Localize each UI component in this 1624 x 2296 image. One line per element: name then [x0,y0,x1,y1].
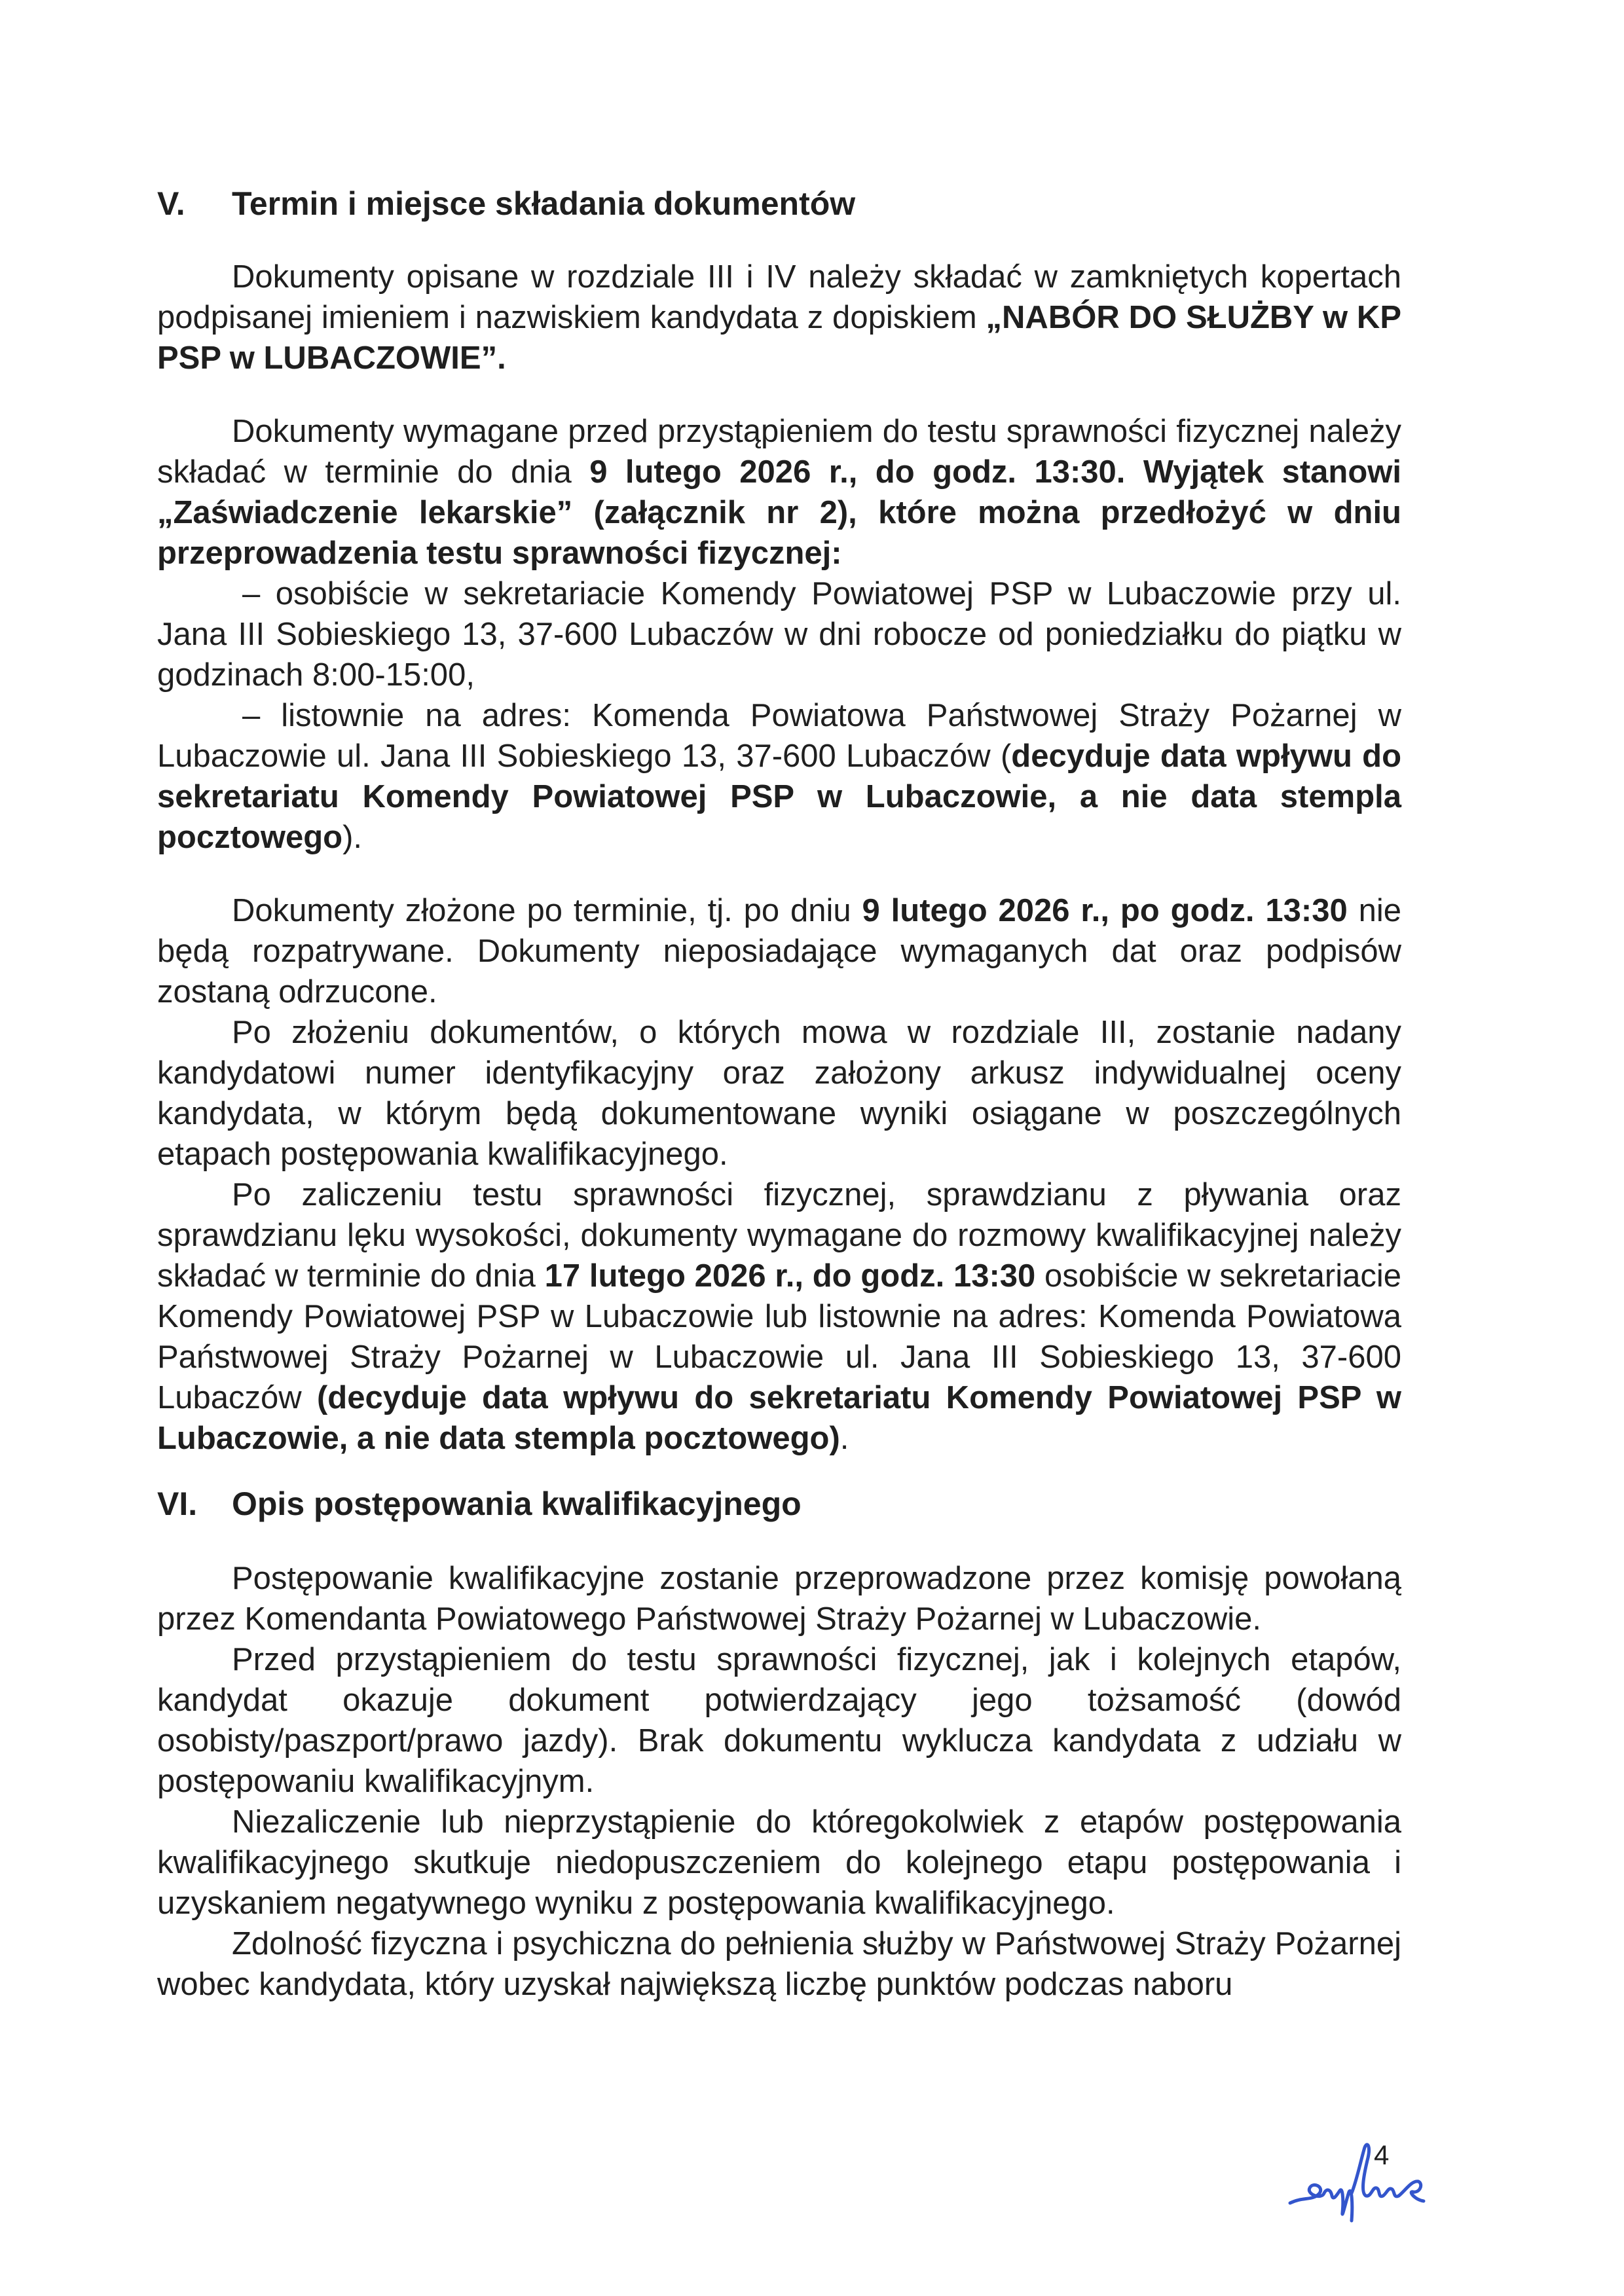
text: Dokumenty wymagane przed przystąpieniem do testu sprawności fizycznej należy składać w terminie do dnia [157,414,1401,490]
envelope-label: „NABÓR DO SŁUŻBY w KP PSP w LUBACZOWIE”. [157,300,1401,376]
section-heading-v [157,183,1401,224]
text: ). [342,820,363,855]
section-heading-vi [157,1484,1401,1524]
paragraph-commission: Postępowanie kwalifikacyjne zostanie przeprowadzone przez komisję powołaną przez Komendanta Powiatowego Państwowej Straży Pożarnej w Lubaczowie. [157,1561,1401,1637]
text: osobiście w sekretariacie Komendy Powiatowej PSP w Lubaczowie lub listownie na adres: Komenda Powiatowa Państwowej Straży Pożarnej w Lubaczowie ul. Jana III Sobieskiego 13, 37-600 Lubaczów [157,1258,1401,1415]
deadline-bold: 17 lutego 2026 r., do godz. 13:30 [544,1258,1036,1294]
paragraph-failure-consequence: Niezaliczenie lub nieprzystąpienie do któregokolwiek z etapów postępowania kwalifikacyjnego skutkuje niedopuszczeniem do kolejnego etapu postępowania i uzyskaniem negatywnego wyniku z postępowania kwalifikacyjnego. [157,1804,1401,1921]
section-title: Opis postępowania kwalifikacyjnego [232,1485,802,1522]
text: Po zaliczeniu testu sprawności fizycznej, sprawdzianu z pływania oraz sprawdzianu lęku wysokości, dokumenty wymagane do rozmowy kwalifikacyjnej należy składać w terminie do dnia [157,1177,1401,1294]
signature-icon [1283,2141,1434,2226]
text: – listownie na adres: Komenda Powiatowa Państwowej Straży Pożarnej w Lubaczowie ul. Jana III Sobieskiego 13, 37-600 Lubaczów ( [157,698,1401,774]
page-number: 4 [1374,2140,1390,2170]
section-number: VI. [157,1485,198,1522]
paragraph-identification-number: Po złożeniu dokumentów, o których mowa w rozdziale III, zostanie nadany kandydatowi numer identyfikacyjny oraz założony arkusz indywidualnej oceny kandydata, w którym będą dokumentowane wyniki osiągane w poszczególnych etapach postępowania kwalifikacyjnego. [157,1015,1401,1172]
paragraph-late-documents [157,890,1401,1012]
postmark-note: (decyduje data wpływu do sekretariatu Komendy Powiatowej PSP w Lubaczowie, a nie data stempla pocztowego) [157,1380,1401,1456]
list-item-in-person: – osobiście w sekretariacie Komendy Powiatowej PSP w Lubaczowie przy ul. Jana III Sobieskiego 13, 37-600 Lubaczów w dni robocze od poniedziałku do piątku w godzinach 8:00-15:00, [157,576,1401,693]
list-item-by-mail [157,695,1401,858]
text: Dokumenty opisane w rozdziale III i IV należy składać w zamkniętych kopertach podpisanej imieniem i nazwiskiem kandydata z dopiskiem [157,259,1401,335]
paragraph-identity-document: Przed przystąpieniem do testu sprawności fizycznej, jak i kolejnych etapów, kandydat okazuje dokument potwierdzający jego tożsamość (dowód osobisty/paszport/prawo jazdy). Brak dokumentu wyklucza kandydata z udziału w postępowaniu kwalifikacyjnym. [157,1642,1401,1799]
section-title: Termin i miejsce składania dokumentów [232,185,856,222]
paragraph-deadline-physical-test [157,411,1401,574]
paragraph-interview-documents [157,1175,1401,1459]
paragraph-envelope-instructions [157,257,1401,378]
text: . [840,1421,849,1456]
deadline-bold: 9 lutego 2026 r., po godz. 13:30 [862,893,1348,928]
page-content [157,183,1401,2005]
deadline-bold: 9 lutego 2026 r., do godz. 13:30. Wyjątek stanowi „Zaświadczenie lekarskie” (załącznik nr 2), które można przedłożyć w dniu przeprowadzenia testu sprawności fizycznej: [157,454,1402,571]
section-number: V. [157,185,185,222]
text: Dokumenty złożone po terminie, tj. po dniu [232,893,862,928]
paragraph-fitness: Zdolność fizyczna i psychiczna do pełnienia służby w Państwowej Straży Pożarnej wobec kandydata, który uzyskał największą liczbę punktów podczas naboru [157,1926,1401,2002]
postmark-note: decyduje data wpływu do sekretariatu Komendy Powiatowej PSP w Lubaczowie, a nie data stempla pocztowego [157,738,1402,855]
text: nie będą rozpatrywane. Dokumenty nieposiadające wymaganych dat oraz podpisów zostaną odrzucone. [157,893,1401,1010]
